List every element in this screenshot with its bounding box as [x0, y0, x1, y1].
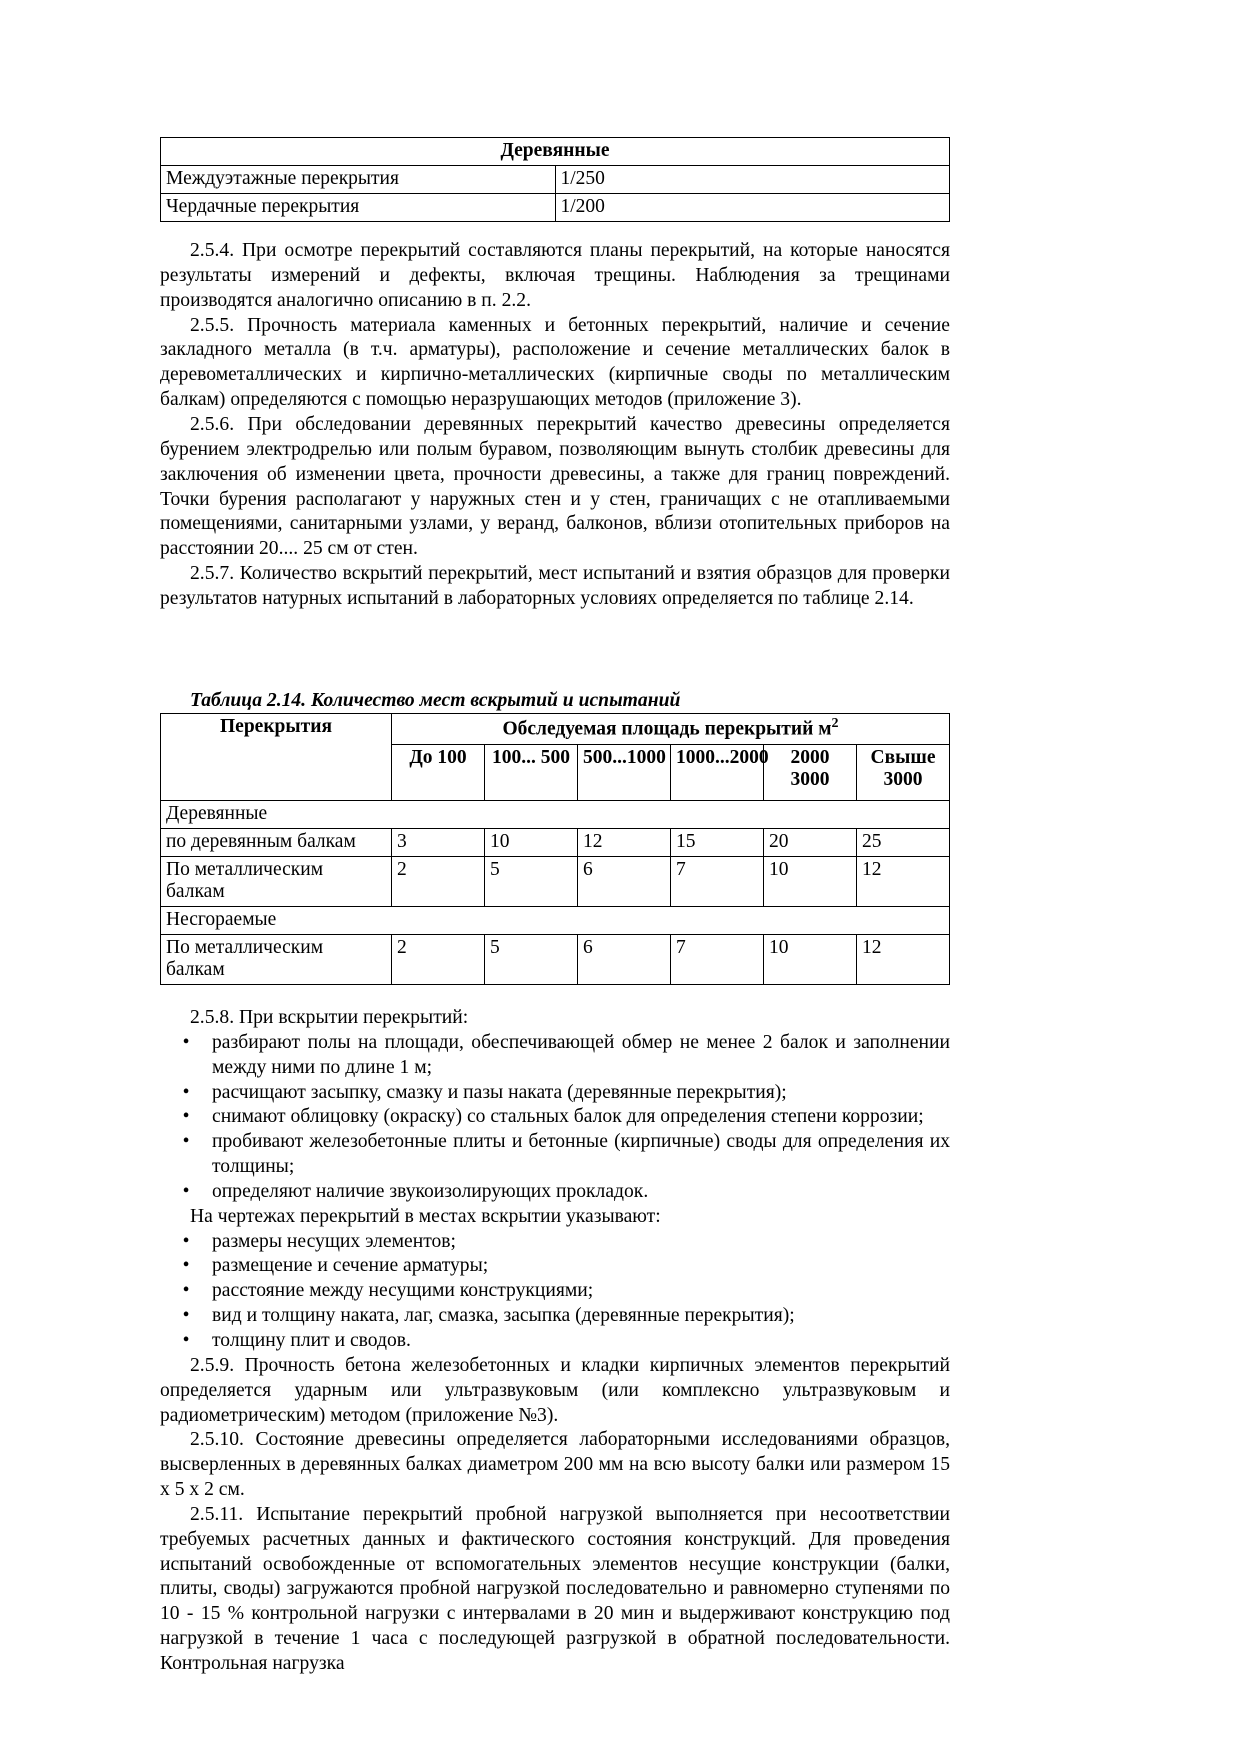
paragraph-2-5-8: 2.5.8. При вскрытии перекрытий: [190, 1007, 469, 1028]
table-2-14 [160, 713, 950, 985]
drawings-intro-line: На чертежах перекрытий в местах вскрытии указывают: [190, 1205, 661, 1227]
document-page [160, 0, 950, 1677]
list-item [160, 1130, 950, 1180]
list-item [160, 1279, 950, 1304]
list-item-label: снимают облицовку (окраску) со стальных балок для определения степени коррозии; [212, 1106, 924, 1128]
bullet-icon: • [182, 1280, 190, 1302]
paragraph-2-5-10: 2.5.10. Состояние древесины определяется лабораторными исследованиями образцов, высверленных в деревянных балках диаметром 200 мм на всю высоту балки или размером 15 х 5 х 2 см. [160, 1429, 950, 1501]
group-title-nesgoraemye: Несгораемые [161, 906, 950, 934]
area-header-superscript: 2 [831, 715, 839, 732]
list-item-label: расчищают засыпку, смазку и пазы наката (деревянные перекрытия); [212, 1081, 787, 1103]
table-row [161, 166, 950, 194]
paragraph-2-5-7: 2.5.7. Количество вскрытий перекрытий, мест испытаний и взятия образцов для проверки результатов натурных испытаний в лабораторных условиях определяется по таблице 2.14. [160, 563, 950, 609]
column-header-range-3: 500...1000 [578, 744, 671, 800]
cell-value: 7 [671, 934, 764, 984]
bullet-icon: • [182, 1255, 190, 1277]
bullet-icon: • [182, 1131, 190, 1153]
column-header-range-1: До 100 [392, 744, 485, 800]
cell-value: 5 [485, 856, 578, 906]
column-header-range-6: Свыше 3000 [857, 744, 950, 800]
list-item-label: разбирают полы на площади, обеспечивающей обмер не менее 2 балок и заполнении между ними по длине 1 м; [212, 1031, 950, 1078]
paragraph-2-5-4: 2.5.4. При осмотре перекрытий составляются планы перекрытий, на которые наносятся результаты измерений и дефекты, включая трещины. Наблюдения за трещинами производятся аналогично описанию в п. 2.2. [160, 240, 950, 311]
cell-value: 5 [485, 934, 578, 984]
bullet-icon: • [182, 1329, 190, 1351]
cell-value: 10 [485, 828, 578, 856]
table-header-row [161, 714, 950, 745]
bullet-icon: • [182, 1106, 190, 1128]
table-header-row [161, 138, 950, 166]
cell-value: 2 [392, 856, 485, 906]
column-header-area [392, 714, 950, 745]
table-row [161, 194, 950, 222]
bullet-icon: • [182, 1081, 190, 1103]
bullet-icon: • [182, 1180, 190, 1202]
list-item [160, 1180, 950, 1205]
cell-value: 6 [578, 856, 671, 906]
list-item-label: вид и толщину наката, лаг, смазка, засыпка (деревянные перекрытия); [212, 1305, 795, 1327]
deflection-limits-table [160, 137, 950, 222]
list-item [160, 1105, 950, 1130]
group-title-derevyannye: Деревянные [161, 800, 950, 828]
paragraph-2-5-6: 2.5.6. При обследовании деревянных перекрытий качество древесины определяется бурением электродрелью или полым буравом, позволяющим вынуть столбик древесины для заключения об изменении цвета, прочности древесины, а также для границ повреждений. Точки бурения располагают у наружных стен и у стен, граничащих с не отапливаемыми помещениями, санитарными узлами, у веранд, балконов, вблизи отопительных приборов на расстоянии 20.... 25 см от стен. [160, 414, 950, 560]
column-header-range-2: 100... 500 [485, 744, 578, 800]
cell-value: 7 [671, 856, 764, 906]
cell-value: 20 [764, 828, 857, 856]
paragraph-2-5-11: 2.5.11. Испытание перекрытий пробной нагрузкой выполняется при несоответствии требуемых расчетных данных и фактического состояния конструкций. Для проведения испытаний освобожденные от вспомогательных элементов несущие конструкции (балки, плиты, своды) загружаются пробной нагрузкой последовательно и равномерно ступенями по 10 - 15 % контрольной нагрузки с интервалами в 20 мин и выдерживают конструкцию под нагрузкой в течение 1 часа с последующей разгрузкой в обратной последовательности. Контрольная нагрузка [160, 1503, 950, 1674]
bullet-icon: • [182, 1031, 190, 1053]
table-row [161, 828, 950, 856]
cell-value: 15 [671, 828, 764, 856]
row-label: по деревянным балкам [161, 828, 392, 856]
spacer [160, 612, 950, 689]
row-label: По металлическим балкам [161, 856, 392, 906]
table-row [161, 856, 950, 906]
cell-value: 12 [857, 856, 950, 906]
list-item [160, 1031, 950, 1081]
list-item [160, 1304, 950, 1329]
table-row [161, 934, 950, 984]
list-item-label: определяют наличие звукоизолирующих прокладок. [212, 1180, 649, 1202]
table-group-row [161, 906, 950, 934]
column-header-range-4: 1000...2000 [671, 744, 764, 800]
list-item-label: пробивают железобетонные плиты и бетонные (кирпичные) своды для определения их толщины; [212, 1131, 950, 1178]
cell-value: 2 [392, 934, 485, 984]
row-label: Междуэтажные перекрытия [161, 166, 556, 194]
table-2-14-caption: Таблица 2.14. Количество мест вскрытий и испытаний [190, 689, 681, 711]
cell-value: 6 [578, 934, 671, 984]
cell-value: 3 [392, 828, 485, 856]
list-item [160, 1081, 950, 1106]
bullet-icon: • [182, 1305, 190, 1327]
cell-value: 12 [857, 934, 950, 984]
list-item-label: размеры несущих элементов; [212, 1230, 456, 1252]
row-label: По металлическим балкам [161, 934, 392, 984]
cell-value: 10 [764, 856, 857, 906]
column-header-range-5: 2000 3000 [764, 744, 857, 800]
row-label: Чердачные перекрытия [161, 194, 556, 222]
list-item-label: расстояние между несущими конструкциями; [212, 1280, 594, 1302]
row-value: 1/200 [555, 194, 950, 222]
cell-value: 12 [578, 828, 671, 856]
spacer [160, 985, 950, 1006]
column-header-perekrytiya: Перекрытия [161, 714, 392, 801]
paragraph-2-5-5: 2.5.5. Прочность материала каменных и бетонных перекрытий, наличие и сечение закладного металла (в т.ч. арматуры), расположение и сечение металлических балок в деревометаллических и кирпично-металлических (кирпичные своды по металлическим балкам) определяются с помощью неразрушающих методов (приложение 3). [160, 314, 950, 411]
table-group-row [161, 800, 950, 828]
table-header-cell: Деревянные [161, 138, 950, 166]
cell-value: 10 [764, 934, 857, 984]
area-header-text: Обследуемая площадь перекрытий м [502, 718, 832, 740]
row-value: 1/250 [555, 166, 950, 194]
list-item [160, 1329, 950, 1354]
list-item-label: толщину плит и сводов. [212, 1329, 411, 1351]
paragraph-2-5-9: 2.5.9. Прочность бетона железобетонных и кладки кирпичных элементов перекрытий определяется ударным или ультразвуковым (или комплексно ультразвуковым и радиометрическим) методом (приложение №3). [160, 1354, 950, 1426]
list-item [160, 1230, 950, 1255]
bullet-icon: • [182, 1230, 190, 1252]
list-item [160, 1254, 950, 1279]
list-item-label: размещение и сечение арматуры; [212, 1255, 489, 1277]
cell-value: 25 [857, 828, 950, 856]
